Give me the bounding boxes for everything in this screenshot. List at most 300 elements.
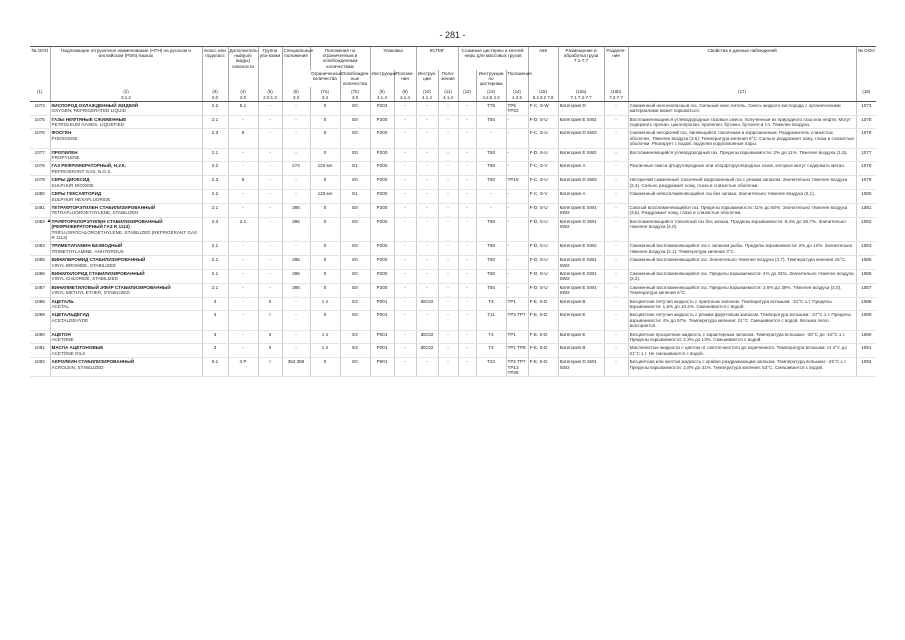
cell-special-provision: 274: [282, 162, 310, 176]
cell-tank-column-12: -: [458, 129, 476, 148]
cell-packing-provision: -: [394, 283, 416, 297]
cell-ibc-instruction: -: [416, 269, 438, 283]
name-russian: АЦЕТАЛЬДЕГИД: [51, 312, 90, 318]
cell-tank-column-12: -: [458, 283, 476, 297]
cell-packing-group: -: [258, 115, 282, 129]
colnum-4: (4) 2.0: [228, 87, 258, 101]
cell-tank-provision: TP1: [506, 330, 528, 344]
cell-limited-quantity: 1 л: [310, 344, 340, 358]
cell-un-number-right: 1075: [856, 115, 876, 129]
cell-segregation: -: [604, 311, 628, 330]
cell-un-number: 1086: [30, 269, 50, 283]
cell-un-number: 1089: [30, 311, 50, 330]
cell-packing-provision: -: [394, 269, 416, 283]
cell-un-number-right: 1088: [856, 297, 876, 311]
cell-tank-instruction: T50: [476, 115, 506, 129]
name-english: TRIMETHYLAMINE, ANHYDROUS: [51, 248, 124, 254]
cell-tank-column-12: -: [458, 256, 476, 270]
cell-ems: F-C, S-U: [528, 176, 558, 190]
cell-stowage: Категория D SW2: [558, 129, 604, 148]
cell-tank-provision: -: [506, 203, 528, 217]
cell-name: [50, 190, 202, 204]
cell-special-provision: -: [282, 129, 310, 148]
cell-packing-instruction: P200: [370, 115, 394, 129]
header-ibc-prov: Поло-жения: [438, 70, 458, 88]
cell-un-number-right: 1082: [856, 217, 876, 242]
name-english: PETROLEUM GASES, LIQUEFIED: [51, 122, 124, 128]
colnum-8: (8) 4.1.4: [370, 87, 394, 101]
cell-ibc-instruction: -: [416, 190, 438, 204]
name-english: ACETONE OILS: [51, 350, 86, 356]
cell-ibc-provision: -: [438, 330, 458, 344]
cell-ems: F-E, S-D: [528, 297, 558, 311]
header-un-no-right: № ООН: [856, 47, 876, 88]
cell-excepted-quantity: E1: [340, 190, 370, 204]
cell-ibc-instruction: -: [416, 129, 438, 148]
header-ibc: КСГМГ: [416, 47, 458, 70]
cell-packing-instruction: P200: [370, 176, 394, 190]
cell-tank-column-12: -: [458, 217, 476, 242]
table-row: [30, 190, 876, 204]
cell-excepted-quantity: E0: [340, 311, 370, 330]
cell-properties: Различные смеси фторуглеродных или хлорфторуглеродных газов, которые могут содержать метан.: [628, 162, 856, 176]
header-packing-group: Группа упа-ковки: [258, 47, 282, 88]
cell-subsidiary-hazard: -: [228, 311, 258, 330]
cell-packing-instruction: P001: [370, 344, 394, 358]
cell-name: [50, 269, 202, 283]
cell-name: [50, 358, 202, 377]
cell-subsidiary-hazard: 5.1: [228, 101, 258, 115]
cell-excepted-quantity: E0: [340, 242, 370, 256]
colnum-7a: (7a) 3.4: [310, 87, 340, 101]
cell-subsidiary-hazard: 3 P: [228, 358, 258, 377]
name-russian: ПРОПИЛЕН: [51, 149, 78, 155]
colnum-18: (18): [856, 87, 876, 101]
cell-un-number-right: 1090: [856, 330, 876, 344]
header-limited: Ограниченные количества: [311, 70, 343, 82]
header-tank-instr: Инструкции по цистернам: [476, 70, 506, 88]
table-body: [30, 101, 876, 377]
cell-class: 3: [202, 344, 228, 358]
cell-segregation: -: [604, 330, 628, 344]
cell-tank-column-12: -: [458, 297, 476, 311]
cell-stowage: Категория E SW2: [558, 242, 604, 256]
cell-name: [50, 344, 202, 358]
cell-tank-provision: TP2 TP7 TP13 TP35: [506, 358, 528, 377]
cell-name: [50, 148, 202, 162]
cell-packing-provision: -: [394, 311, 416, 330]
colnum-7b: (7b) 3.5: [340, 87, 370, 101]
header-segregation: Разделе-ние: [604, 47, 628, 88]
cell-tank-column-12: -: [458, 203, 476, 217]
cell-packing-group: -: [258, 101, 282, 115]
cell-subsidiary-hazard: -: [228, 203, 258, 217]
cell-properties: Сжиженный воспламеняющийся газ. Пределы взрываемости: 4% до 33%. Значительно тяжелее воздуха (2,2).: [628, 269, 856, 283]
cell-un-number: 1079: [30, 176, 50, 190]
cell-class: 2.1: [202, 203, 228, 217]
cell-class: 3: [202, 311, 228, 330]
name-english: ACROLEIN, STABILIZED: [51, 364, 104, 370]
cell-stowage: Категория D: [558, 101, 604, 115]
name-english: SULPHUR DIOXIDE: [51, 182, 94, 188]
name-russian: ГАЗЫ НЕФТЯНЫЕ СЖИЖЕННЫЕ: [51, 116, 127, 122]
cell-un-number-right: 1089: [856, 311, 876, 330]
cell-subsidiary-hazard: -: [228, 162, 258, 176]
cell-ems: F-D, S-U: [528, 269, 558, 283]
cell-excepted-quantity: E0: [340, 256, 370, 270]
cell-excepted-quantity: E0: [340, 358, 370, 377]
cell-ibc-instruction: -: [416, 242, 438, 256]
table-row: [30, 269, 876, 283]
cell-ibc-provision: -: [438, 297, 458, 311]
cell-subsidiary-hazard: -: [228, 256, 258, 270]
cell-special-provision: -: [282, 297, 310, 311]
cell-name: [50, 283, 202, 297]
colnum-3: (3) 2.0: [202, 87, 228, 101]
cell-tank-provision: -: [506, 162, 528, 176]
cell-packing-group: -: [258, 129, 282, 148]
cell-stowage: Категория A: [558, 190, 604, 204]
cell-excepted-quantity: E2: [340, 297, 370, 311]
header-limited-excepted: Положения по ограниченным и освобожденным количествам: [310, 47, 370, 70]
cell-tank-instruction: T11: [476, 311, 506, 330]
cell-un-number: 1077: [30, 148, 50, 162]
colnum-12: (12): [458, 87, 476, 101]
cell-ems: F-D, S-U: [528, 256, 558, 270]
colnum-11: (11) 4.1.4: [438, 87, 458, 101]
cell-packing-group: II: [258, 330, 282, 344]
cell-ibc-instruction: -: [416, 256, 438, 270]
cell-packing-group: I: [258, 311, 282, 330]
cell-special-provision: -: [282, 242, 310, 256]
cell-packing-provision: -: [394, 190, 416, 204]
header-packing: Упаковка: [370, 47, 416, 70]
cell-un-number: 1092: [30, 358, 50, 377]
cell-ems: F-E, S-D: [528, 311, 558, 330]
cell-packing-group: -: [258, 256, 282, 270]
cell-properties: Бесцветная прозрачная жидкость с характерным запахом. Температура вспышки: -20°C до -18°C з.т. Пределы взрываемости: 2,3% до 13%. Смешивается с водой.: [628, 330, 856, 344]
cell-un-number: 1080: [30, 190, 50, 204]
name-english: TRIFLUOROCHLOROETHYLENE, STABILIZED (REFRIGERANT GAS R 1113): [51, 229, 198, 240]
cell-tank-instruction: -: [476, 203, 506, 217]
cell-special-provision: 386: [282, 283, 310, 297]
cell-stowage: Категория D SW1 SW2: [558, 217, 604, 242]
cell-ibc-instruction: -: [416, 176, 438, 190]
table-row: [30, 101, 876, 115]
cell-tank-column-12: -: [458, 190, 476, 204]
cell-tank-instruction: T50: [476, 162, 506, 176]
cell-subsidiary-hazard: -: [228, 344, 258, 358]
cell-tank-provision: TP2 TP7: [506, 311, 528, 330]
cell-tank-instruction: T4: [476, 330, 506, 344]
cell-ibc-instruction: -: [416, 115, 438, 129]
cell-un-number-right: 1087: [856, 283, 876, 297]
cell-un-number-right: 1086: [856, 269, 876, 283]
cell-segregation: -: [604, 344, 628, 358]
table-row: [30, 330, 876, 344]
cell-packing-provision: -: [394, 203, 416, 217]
cell-limited-quantity: 120 мл: [310, 162, 340, 176]
colnum-10: (10) 4.1.4: [416, 87, 438, 101]
cell-ems: F-D, S-U: [528, 217, 558, 242]
cell-packing-provision: -: [394, 297, 416, 311]
colnum-6: (6) 3.3: [282, 87, 310, 101]
page-number: - 281 -: [439, 30, 466, 40]
cell-ibc-provision: -: [438, 148, 458, 162]
cell-limited-quantity: 0: [310, 203, 340, 217]
cell-excepted-quantity: E2: [340, 344, 370, 358]
cell-stowage: Категория A: [558, 162, 604, 176]
header-subsidiary: Дополнитель-ный(ые) вид(ы) опасности: [228, 47, 258, 88]
table-row: [30, 358, 876, 377]
cell-un-number: 1085: [30, 256, 50, 270]
cell-packing-provision: -: [394, 358, 416, 377]
header-excepted: Освобожден-ные количества: [341, 70, 370, 87]
cell-ems: F-C, S-V: [528, 162, 558, 176]
cell-segregation: -: [604, 203, 628, 217]
name-russian: ВИНИЛМЕТИЛОВЫЙ ЭФИР СТАБИЛИЗИРОВАННЫЙ: [51, 284, 171, 290]
header-tank-blank: [458, 70, 476, 88]
cell-tank-instruction: -: [476, 129, 506, 148]
cell-segregation: -: [604, 217, 628, 242]
cell-subsidiary-hazard: 2.1: [228, 217, 258, 242]
cell-excepted-quantity: E0: [340, 283, 370, 297]
cell-special-provision: -: [282, 115, 310, 129]
cell-properties: Сжиженный невоспламеняющийся газ без запаха. Значительно тяжелее воздуха (5,1).: [628, 190, 856, 204]
cell-un-number-right: 1085: [856, 256, 876, 270]
cell-name: [50, 256, 202, 270]
cell-un-number: 1083: [30, 242, 50, 256]
cell-packing-instruction: P001: [370, 297, 394, 311]
cell-un-number-right: 1080: [856, 190, 876, 204]
cell-ibc-provision: -: [438, 115, 458, 129]
header-properties: Свойства и данные наблюдений: [628, 47, 856, 88]
table-row: [30, 203, 876, 217]
cell-un-number-right: 1092: [856, 358, 876, 377]
table-row: [30, 162, 876, 176]
cell-ems: F-E, S-D: [528, 330, 558, 344]
cell-properties: Негорючий сжиженный токсичный коррозионный газ с резким запахом. Значительно тяжелее воздуха (2,3). Сильно раздражает кожу, глаза и слизистые оболочки.: [628, 176, 856, 190]
cell-un-number: 1073: [30, 101, 50, 115]
table-row: [30, 344, 876, 358]
name-russian: ТРИМЕТИЛАМИН БЕЗВОДНЫЙ: [51, 243, 123, 249]
cell-tank-instruction: T50: [476, 283, 506, 297]
name-english: TETRAFLUOROETHYLENE, STABILIZED: [51, 210, 139, 216]
table-row: [30, 148, 876, 162]
name-russian: СЕРЫ ДИОКСИД: [51, 177, 90, 183]
colnum-16a: (16a) 7.1 7.3-7.7: [558, 87, 604, 101]
cell-limited-quantity: 0: [310, 269, 340, 283]
cell-tank-column-12: -: [458, 311, 476, 330]
cell-ibc-provision: -: [438, 283, 458, 297]
cell-limited-quantity: 1 л: [310, 330, 340, 344]
cell-stowage: Категория E SW1 SW2: [558, 269, 604, 283]
cell-name: [50, 242, 202, 256]
cell-un-number-right: 1081: [856, 203, 876, 217]
cell-special-provision: -: [282, 176, 310, 190]
cell-subsidiary-hazard: -: [228, 297, 258, 311]
cell-segregation: -: [604, 101, 628, 115]
cell-ibc-instruction: -: [416, 311, 438, 330]
cell-name: [50, 176, 202, 190]
cell-tank-provision: TP19: [506, 176, 528, 190]
cell-name: [50, 330, 202, 344]
cell-packing-provision: -: [394, 101, 416, 115]
cell-packing-group: II: [258, 297, 282, 311]
cell-packing-group: -: [258, 148, 282, 162]
dangerous-goods-list-table: [30, 46, 876, 377]
cell-excepted-quantity: E2: [340, 330, 370, 344]
header-class: Класс или подкласс: [202, 47, 228, 88]
name-russian: ТЕТРАФТОРЭТИЛЕН СТАБИЛИЗИРОВАННЫЙ: [51, 204, 156, 210]
cell-tank-provision: -: [506, 269, 528, 283]
cell-stowage: Категория D SW1 SW2: [558, 358, 604, 377]
name-english: REFRIGERANT GAS, N.O.S.: [51, 168, 112, 174]
cell-properties: Воспламеняющийся углеводородный газ. Пределы взрываемости: 2% до 11%. Тяжелее воздуха (1,5).: [628, 148, 856, 162]
cell-class: 2.2: [202, 190, 228, 204]
cell-ems: F-D, S-U: [528, 283, 558, 297]
cell-tank-instruction: T50: [476, 256, 506, 270]
cell-packing-provision: -: [394, 344, 416, 358]
colnum-13: (13) 4.2.5 4.3: [476, 87, 506, 101]
name-russian: КИСЛОРОД ОХЛАЖДЕННЫЙ ЖИДКИЙ: [51, 102, 139, 108]
cell-ibc-instruction: -: [416, 203, 438, 217]
cell-ibc-provision: -: [438, 162, 458, 176]
name-russian: ГАЗ РЕФРИЖЕРАТОРНЫЙ, Н.У.К.: [51, 163, 126, 169]
cell-special-provision: 386: [282, 203, 310, 217]
cell-ibc-provision: -: [438, 344, 458, 358]
table-row: [30, 297, 876, 311]
amendment-marker: ▲: [46, 217, 52, 224]
cell-ibc-provision: -: [438, 190, 458, 204]
cell-stowage: Категория B: [558, 297, 604, 311]
cell-subsidiary-hazard: -: [228, 283, 258, 297]
cell-segregation: -: [604, 297, 628, 311]
cell-properties: Бесцветная летучая жидкость с резким фруктовым запахом. Температура вспышки: -27°C з.т. Пределы взрываемости: 4% до 57%. Температура кипения: 21°C. Смешивается с водой. Весьма легко возгорается.: [628, 311, 856, 330]
cell-ems: F-D, S-U: [528, 115, 558, 129]
cell-packing-instruction: P200: [370, 148, 394, 162]
cell-stowage: Категория E: [558, 330, 604, 344]
cell-subsidiary-hazard: -: [228, 148, 258, 162]
cell-excepted-quantity: E0: [340, 129, 370, 148]
header-ems: АвК: [528, 47, 558, 88]
cell-special-provision: -: [282, 330, 310, 344]
cell-properties: Сжиженный воспламеняющийся газ. Значительно тяжелее воздуха (3,7). Температура кипения 16°C.: [628, 256, 856, 270]
cell-ems: F-C, S-W: [528, 101, 558, 115]
cell-limited-quantity: 0: [310, 129, 340, 148]
cell-ems: F-D, S-U: [528, 242, 558, 256]
table-row: [30, 283, 876, 297]
cell-properties: Маслянистые жидкости с цветом от светло-желтого до коричневого. Температура вспышки: от 4°C до 21°C з.т. Не смешиваются с водой.: [628, 344, 856, 358]
cell-excepted-quantity: E0: [340, 217, 370, 242]
cell-class: 2.1: [202, 269, 228, 283]
cell-segregation: -: [604, 358, 628, 377]
cell-packing-group: -: [258, 162, 282, 176]
cell-ibc-provision: -: [438, 256, 458, 270]
name-english: SULPHUR HEXAFLUORIDE: [51, 196, 111, 202]
cell-packing-instruction: P200: [370, 283, 394, 297]
cell-segregation: -: [604, 176, 628, 190]
cell-properties: Сжиженный неогнеопасный газ. Сильный окис-литель. Смесь жидкого кислорода с органическими материалами может взрываться.: [628, 101, 856, 115]
cell-stowage: Категория B: [558, 344, 604, 358]
table-row: [30, 115, 876, 129]
header-stowage: Размещение и обработка груза 7.1-7.7: [558, 47, 604, 88]
colnum-16b: (16b) 7.2-7.7: [604, 87, 628, 101]
cell-ibc-provision: -: [438, 176, 458, 190]
cell-un-number-right: 1091: [856, 344, 876, 358]
cell-ibc-instruction: -: [416, 101, 438, 115]
cell-stowage: Категория E SW2: [558, 148, 604, 162]
cell-ibc-provision: -: [438, 311, 458, 330]
cell-class: 2.2: [202, 162, 228, 176]
cell-segregation: -: [604, 283, 628, 297]
cell-segregation: -: [604, 269, 628, 283]
dangerous-goods-list-table-wrapper: [30, 46, 876, 377]
cell-tank-column-12: -: [458, 115, 476, 129]
cell-limited-quantity: 0: [310, 311, 340, 330]
cell-excepted-quantity: E0: [340, 101, 370, 115]
cell-ibc-instruction: IBC02: [416, 330, 438, 344]
cell-excepted-quantity: E0: [340, 203, 370, 217]
cell-packing-group: -: [258, 190, 282, 204]
cell-subsidiary-hazard: -: [228, 190, 258, 204]
name-russian: ВИНИЛХЛОРИД СТАБИЛИЗИРОВАННЫЙ: [51, 270, 145, 276]
cell-tank-column-12: -: [458, 358, 476, 377]
cell-packing-instruction: P200: [370, 256, 394, 270]
cell-ems: F-C, S-V: [528, 190, 558, 204]
cell-excepted-quantity: E0: [340, 115, 370, 129]
cell-limited-quantity: 0: [310, 217, 340, 242]
cell-tank-column-12: -: [458, 330, 476, 344]
cell-packing-instruction: P001: [370, 311, 394, 330]
cell-special-provision: -: [282, 311, 310, 330]
cell-packing-provision: -: [394, 330, 416, 344]
cell-packing-group: -: [258, 242, 282, 256]
cell-stowage: Категория E: [558, 311, 604, 330]
cell-limited-quantity: 0: [310, 358, 340, 377]
name-russian: АЦЕТАЛЬ: [51, 298, 74, 304]
cell-special-provision: 386: [282, 269, 310, 283]
cell-class: 2.1: [202, 115, 228, 129]
cell-packing-instruction: P200: [370, 242, 394, 256]
cell-special-provision: -: [282, 190, 310, 204]
cell-class: 2.3: [202, 217, 228, 242]
colnum-2: (2) 3.1.2: [50, 87, 202, 101]
cell-tank-column-12: -: [458, 242, 476, 256]
cell-packing-instruction: P200: [370, 217, 394, 242]
cell-ibc-instruction: -: [416, 283, 438, 297]
cell-tank-instruction: T4: [476, 344, 506, 358]
cell-packing-provision: -: [394, 217, 416, 242]
cell-class: 3: [202, 297, 228, 311]
cell-packing-group: II: [258, 344, 282, 358]
cell-tank-column-12: -: [458, 344, 476, 358]
cell-name: [50, 297, 202, 311]
cell-packing-group: -: [258, 203, 282, 217]
cell-packing-group: -: [258, 269, 282, 283]
cell-properties: Воспламеняющийся токсичный газ без запаха. Пределы взрываемости: 8,4% до 38,7%. Значительно тяжелее воздуха (4,0).: [628, 217, 856, 242]
cell-excepted-quantity: E1: [340, 162, 370, 176]
header-un-no: № ООН: [30, 47, 50, 88]
cell-packing-instruction: P200: [370, 129, 394, 148]
cell-ibc-instruction: IBC02: [416, 297, 438, 311]
cell-un-number: 1075: [30, 115, 50, 129]
cell-special-provision: 386: [282, 256, 310, 270]
cell-un-number-right: 1078: [856, 162, 876, 176]
cell-segregation: -: [604, 129, 628, 148]
cell-tank-column-12: -: [458, 162, 476, 176]
name-english: ACETAL: [51, 304, 70, 310]
